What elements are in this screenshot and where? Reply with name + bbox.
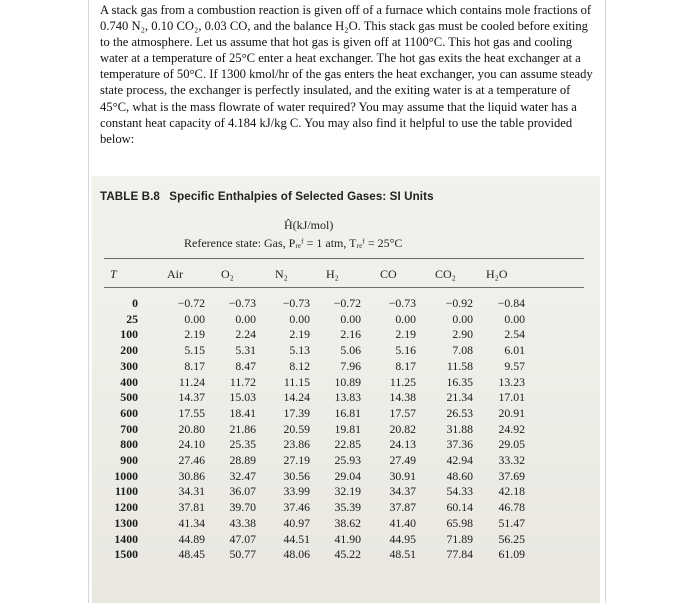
enthalpy-cell: 5.15 (184, 343, 205, 358)
enthalpy-cell: 37.87 (389, 500, 416, 515)
temperature-cell: 800 (120, 437, 138, 452)
enthalpy-cell: 42.18 (498, 484, 525, 499)
enthalpy-cell: 27.19 (283, 453, 310, 467)
enthalpy-cell: 77.84 (446, 547, 473, 562)
enthalpy-cell: 38.62 (334, 515, 361, 530)
enthalpy-cell: 7.96 (340, 358, 361, 373)
enthalpy-cell: 20.91 (498, 405, 525, 420)
enthalpy-cell: 13.23 (498, 374, 525, 389)
problem-text: A stack gas from a combustion reaction is given off of a furnace which contains mole fractions of 0.740 N₂, 0.10 CO₂, 0.03 CO, and the balance H₂O. This stack gas must be cooled before exiting to the atmosphere. Let us assume that hot gas is given off at 1100°C. This hot gas and cooling water at a temperature of 25°C enter a heat exchanger. The hot gas exits the heat exchanger at a temperature of 50°C. If 1300 kmol/hr of the gas enters the heat exchanger, you can assume steady state process, the exchanger is perfectly insulated, and the exiting water is at a temperature of 45°C, what is the mass flowrate of water required? You may assume that the liquid water has a constant heat capacity of 4.184 kJ/kg C. You may also find it helpful to use the table provided below: (100, 3, 593, 146)
table-title-text: Specific Enthalpies of Selected Gases: SI Units (169, 190, 434, 203)
enthalpy-cell: 41.90 (334, 531, 361, 546)
enthalpy-cell: 9.57 (504, 358, 525, 373)
enthalpy-cell: 42.94 (446, 453, 473, 467)
enthalpy-cell: 44.51 (283, 531, 310, 546)
enthalpy-cell: 33.32 (498, 453, 525, 467)
enthalpy-cell: 17.57 (389, 405, 416, 420)
temperature-cell: 600 (120, 405, 138, 420)
enthalpy-cell: 30.86 (178, 468, 205, 483)
enthalpy-cell: 65.98 (446, 515, 473, 530)
enthalpy-cell: 29.04 (334, 468, 361, 483)
enthalpy-cell: 50.77 (229, 547, 256, 562)
enthalpy-cell: 2.90 (452, 327, 473, 342)
temperature-cell: 25 (126, 311, 138, 326)
header-cell: H₂O (486, 267, 508, 281)
table-reference-state: Reference state: Gas, Pᵣₑᶠ = 1 atm, Tᵣₑᶠ = 25°C (184, 236, 403, 250)
enthalpy-cell: 26.53 (446, 405, 473, 420)
enthalpy-cell: 2.16 (340, 327, 361, 342)
enthalpy-cell: 35.39 (334, 500, 361, 515)
enthalpy-cell: 37.69 (498, 468, 525, 483)
temperature-cell: 300 (120, 358, 138, 373)
enthalpy-cell: 11.24 (178, 374, 205, 389)
enthalpy-cell: 14.38 (389, 390, 416, 405)
enthalpy-cell: 8.17 (184, 358, 205, 373)
enthalpy-cell: 2.19 (289, 327, 310, 342)
enthalpy-cell: 61.09 (498, 547, 525, 562)
enthalpy-cell: 17.55 (178, 405, 205, 420)
enthalpy-cell: 34.31 (178, 484, 205, 499)
enthalpy-cell: −0.72 (177, 296, 205, 310)
enthalpy-cell: 33.99 (283, 484, 310, 499)
enthalpy-cell: 5.13 (289, 343, 310, 358)
enthalpy-cell: 54.33 (446, 484, 473, 499)
enthalpy-cell: 48.06 (283, 547, 310, 562)
temperature-cell: 500 (120, 390, 138, 405)
enthalpy-cell: 45.22 (334, 547, 361, 562)
enthalpy-cell: 6.01 (504, 343, 525, 358)
enthalpy-cell: 60.14 (446, 500, 473, 515)
enthalpy-cell: −0.73 (388, 296, 416, 310)
enthalpy-cell: 48.51 (389, 547, 416, 562)
temperature-cell: 700 (120, 421, 138, 436)
enthalpy-cell: 2.54 (504, 327, 525, 342)
enthalpy-cell: −0.73 (228, 296, 256, 310)
temperature-cell: 200 (120, 343, 138, 358)
enthalpy-cell: 24.92 (498, 421, 525, 436)
enthalpy-cell: 8.17 (395, 358, 416, 373)
enthalpy-cell: −0.73 (282, 296, 310, 310)
temperature-cell: 100 (120, 327, 138, 342)
enthalpy-cell: 17.39 (283, 405, 310, 420)
rule-header (104, 287, 584, 288)
enthalpy-cell: 36.07 (229, 484, 256, 499)
enthalpy-cell: 37.46 (283, 500, 310, 515)
enthalpy-cell: 8.12 (289, 358, 310, 373)
enthalpy-cell: 30.91 (389, 468, 416, 483)
enthalpy-cell: 11.72 (229, 374, 256, 389)
enthalpy-cell: 48.60 (446, 468, 473, 483)
enthalpy-cell: 43.38 (229, 515, 256, 530)
enthalpy-cell: 0.00 (184, 311, 205, 326)
header-cell: O₂ (221, 267, 234, 281)
enthalpy-cell: 20.59 (283, 421, 310, 436)
enthalpy-cell: 24.13 (389, 437, 416, 452)
enthalpy-cell: 16.35 (446, 374, 473, 389)
enthalpy-cell: 14.37 (178, 390, 205, 405)
enthalpy-cell: 39.70 (229, 500, 256, 515)
enthalpy-cell: 2.19 (184, 327, 205, 342)
enthalpy-cell: −0.72 (333, 296, 361, 310)
enthalpy-cell: 21.86 (229, 421, 256, 436)
enthalpy-cell: 37.36 (446, 437, 473, 452)
enthalpy-cell: 14.24 (283, 390, 310, 405)
enthalpy-cell: 27.49 (389, 453, 416, 467)
enthalpy-cell: 25.35 (229, 437, 256, 452)
table-title (100, 190, 434, 203)
enthalpy-cell: 41.40 (389, 515, 416, 530)
enthalpy-cell: 47.07 (229, 531, 256, 546)
enthalpy-cell: 27.46 (178, 453, 205, 467)
temperature-cell: 0 (132, 296, 138, 310)
enthalpy-cell: 16.81 (334, 405, 361, 420)
enthalpy-cell: 5.31 (235, 343, 256, 358)
enthalpy-cell: 11.25 (389, 374, 416, 389)
temperature-cell: 400 (120, 374, 138, 389)
enthalpy-cell: 20.80 (178, 421, 205, 436)
enthalpy-cell: 22.85 (334, 437, 361, 452)
enthalpy-cell: 11.15 (283, 374, 310, 389)
enthalpy-cell: 20.82 (389, 421, 416, 436)
enthalpy-cell: 31.88 (446, 421, 473, 436)
problem-statement (100, 2, 600, 147)
enthalpy-cell: 32.19 (334, 484, 361, 499)
temperature-cell: 1400 (114, 531, 138, 546)
temperature-cell: 1000 (114, 468, 138, 483)
enthalpy-cell: 44.95 (389, 531, 416, 546)
enthalpy-cell: 17.01 (498, 390, 525, 405)
enthalpy-cell: 34.37 (389, 484, 416, 499)
enthalpy-cell: 37.81 (178, 500, 205, 515)
enthalpy-cell: 32.47 (229, 468, 256, 483)
enthalpy-cell: 7.08 (452, 343, 473, 358)
header-cell: T (110, 267, 117, 281)
header-cell: Air (167, 267, 183, 281)
temperature-cell: 1100 (115, 484, 138, 499)
enthalpy-cell: 44.89 (178, 531, 205, 546)
enthalpy-cell: 21.34 (446, 390, 473, 405)
enthalpy-cell: 51.47 (498, 515, 525, 530)
enthalpy-cell: 23.86 (283, 437, 310, 452)
enthalpy-cell: 5.06 (340, 343, 361, 358)
enthalpy-cell: 2.24 (235, 327, 256, 342)
enthalpy-cell: 5.16 (395, 343, 416, 358)
enthalpy-cell: 19.81 (334, 421, 361, 436)
enthalpy-cell: 30.56 (283, 468, 310, 483)
table-label: TABLE B.8 (100, 190, 160, 203)
enthalpy-cell: 28.89 (229, 453, 256, 467)
enthalpy-cell: −0.92 (445, 296, 473, 310)
enthalpy-cell: 0.00 (235, 311, 256, 326)
enthalpy-cell: 0.00 (504, 311, 525, 326)
enthalpy-cell: 40.97 (283, 515, 310, 530)
enthalpy-cell: 15.03 (229, 390, 256, 405)
enthalpy-cell: 71.89 (446, 531, 473, 546)
enthalpy-cell: 13.83 (334, 390, 361, 405)
header-cell: N₂ (275, 267, 288, 281)
enthalpy-cell: 0.00 (395, 311, 416, 326)
enthalpy-cell: 0.00 (289, 311, 310, 326)
enthalpy-cell: 41.34 (178, 515, 205, 530)
temperature-cell: 1200 (114, 500, 138, 515)
enthalpy-cell: 46.78 (498, 500, 525, 515)
temperature-cell: 900 (120, 453, 138, 467)
enthalpy-cell: 18.41 (229, 405, 256, 420)
enthalpy-cell: −0.84 (497, 296, 525, 310)
enthalpy-cell: 0.00 (452, 311, 473, 326)
header-cell: H₂ (326, 267, 339, 281)
temperature-cell: 1300 (114, 515, 138, 530)
table-units: Ĥ(kJ/mol) (284, 218, 334, 232)
enthalpy-cell: 8.47 (235, 358, 256, 373)
header-cell: CO (380, 267, 397, 281)
enthalpy-cell: 10.89 (334, 374, 361, 389)
enthalpy-cell: 56.25 (498, 531, 525, 546)
enthalpy-cell: 25.93 (334, 453, 361, 467)
enthalpy-cell: 48.45 (178, 547, 205, 562)
enthalpy-cell: 0.00 (340, 311, 361, 326)
enthalpy-cell: 29.05 (498, 437, 525, 452)
header-cell: CO₂ (435, 267, 456, 281)
rule-top (104, 258, 584, 259)
enthalpy-cell: 2.19 (395, 327, 416, 342)
temperature-cell: 1500 (114, 547, 138, 562)
enthalpy-cell: 11.58 (446, 358, 473, 373)
enthalpy-cell: 24.10 (178, 437, 205, 452)
